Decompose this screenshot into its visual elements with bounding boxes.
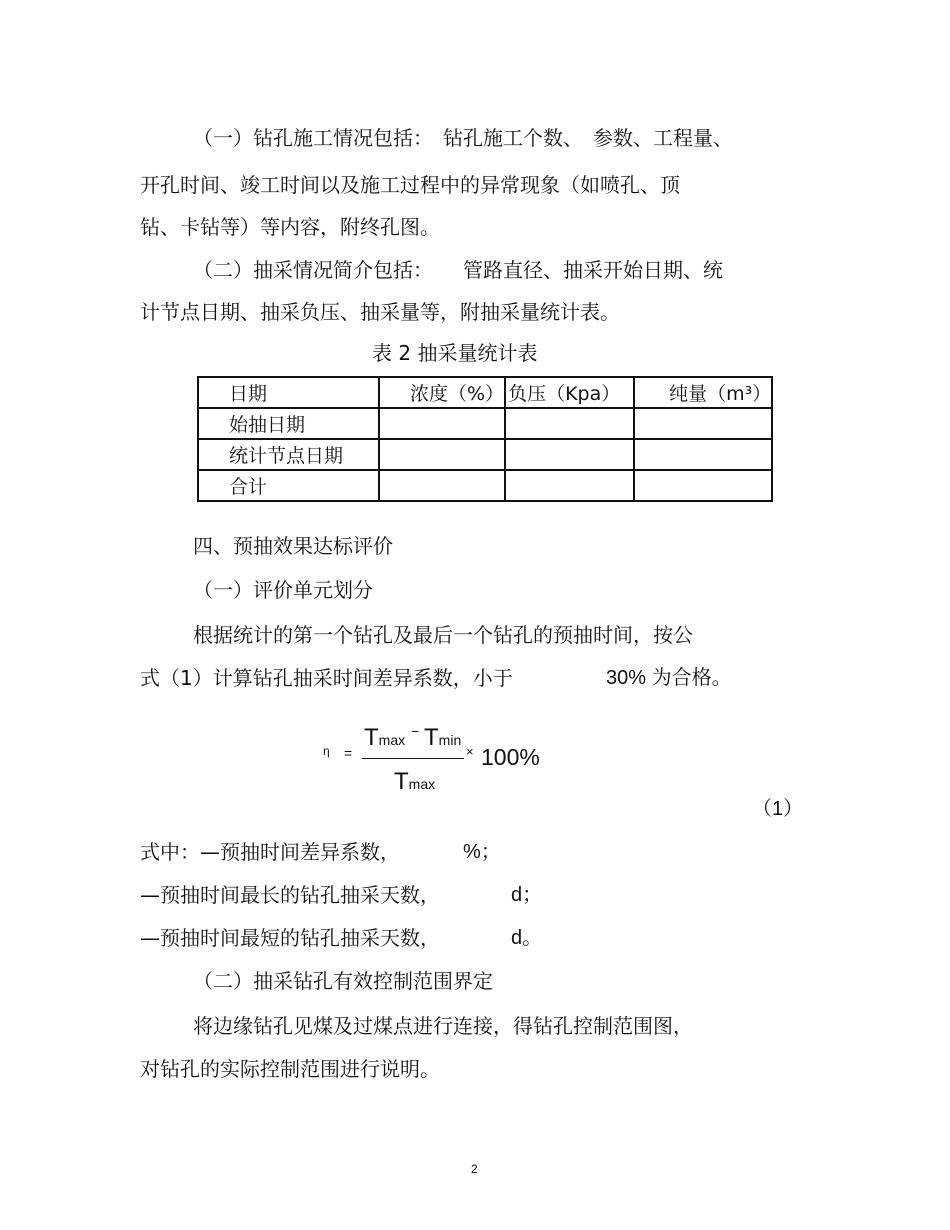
eta-symbol: η <box>323 744 330 758</box>
para3-line2b: 30% 为合格。 <box>606 667 732 689</box>
para1-line2: 开孔时间、竣工时间以及施工过程中的异常现象（如喷孔、顶 <box>140 173 680 197</box>
table-cell <box>379 439 505 470</box>
row-label: 始抽日期 <box>198 408 379 439</box>
minus-sign: − <box>411 723 420 739</box>
table-cell <box>634 408 772 439</box>
para2-line2: 计节点日期、抽采负压、抽采量等，附抽采量统计表。 <box>140 300 620 324</box>
table-cell <box>505 408 634 439</box>
table-row <box>198 439 772 470</box>
para4-line2: 对钻孔的实际控制范围进行说明。 <box>140 1057 440 1081</box>
table-row <box>198 408 772 439</box>
t-max-denominator: Tmax <box>394 768 436 795</box>
table-cell <box>634 470 772 501</box>
table-cell <box>379 470 505 501</box>
row-label: 统计节点日期 <box>198 439 379 470</box>
header-pressure: 负压（Kpa） <box>505 377 634 408</box>
hundred-percent: 100% <box>481 744 540 770</box>
section-heading: 四、预抽效果达标评价 <box>193 534 393 558</box>
subsection-heading-2: （二）抽采钻孔有效控制范围界定 <box>193 969 493 993</box>
where-line3a: —预抽时间最短的钻孔抽采天数， <box>140 926 440 950</box>
table-cell <box>634 439 772 470</box>
fraction-bar <box>362 758 464 759</box>
subsection-heading-1: （一）评价单元划分 <box>193 578 373 602</box>
para4-line1: 将边缘钻孔见煤及过煤点进行连接，得钻孔控制范围图， <box>193 1014 693 1038</box>
t-max-numerator: Tmax <box>364 724 406 751</box>
stats-table <box>197 376 773 502</box>
para1-line3: 钻、卡钻等）等内容，附终孔图。 <box>140 215 440 239</box>
equals-sign: = <box>344 745 353 761</box>
table-header-row <box>198 377 772 408</box>
header-date: 日期 <box>198 377 379 408</box>
table-cell <box>379 408 505 439</box>
where-line2b: d； <box>511 884 543 906</box>
table-caption: 表 2 抽采量统计表 <box>372 341 538 365</box>
table-row <box>198 470 772 501</box>
where-line3b: d。 <box>511 927 543 949</box>
where-line1a: 式中：—预抽时间差异系数， <box>140 840 400 864</box>
header-volume: 纯量（m³） <box>634 377 772 408</box>
where-line2a: —预抽时间最长的钻孔抽采天数， <box>140 883 440 907</box>
times-sign: × <box>466 744 474 759</box>
para1-line1: （一）钻孔施工情况包括： 钻孔施工个数、 参数、工程量、 <box>193 126 733 150</box>
para3-line1: 根据统计的第一个钻孔及最后一个钻孔的预抽时间，按公 <box>193 623 693 647</box>
equation-number: （1） <box>752 798 804 820</box>
para3-line2a: 式（1）计算钻孔抽采时间差异系数，小于 <box>140 666 513 690</box>
table-cell <box>505 470 634 501</box>
row-label: 合计 <box>198 470 379 501</box>
para2-line1: （二）抽采情况简介包括： 管路直径、抽采开始日期、统 <box>193 258 723 282</box>
table-cell <box>505 439 634 470</box>
header-concentration: 浓度（%） <box>379 377 505 408</box>
t-min-numerator: Tmin <box>424 724 462 751</box>
page-number: 2 <box>471 1162 478 1176</box>
where-line1b: %； <box>463 841 501 863</box>
